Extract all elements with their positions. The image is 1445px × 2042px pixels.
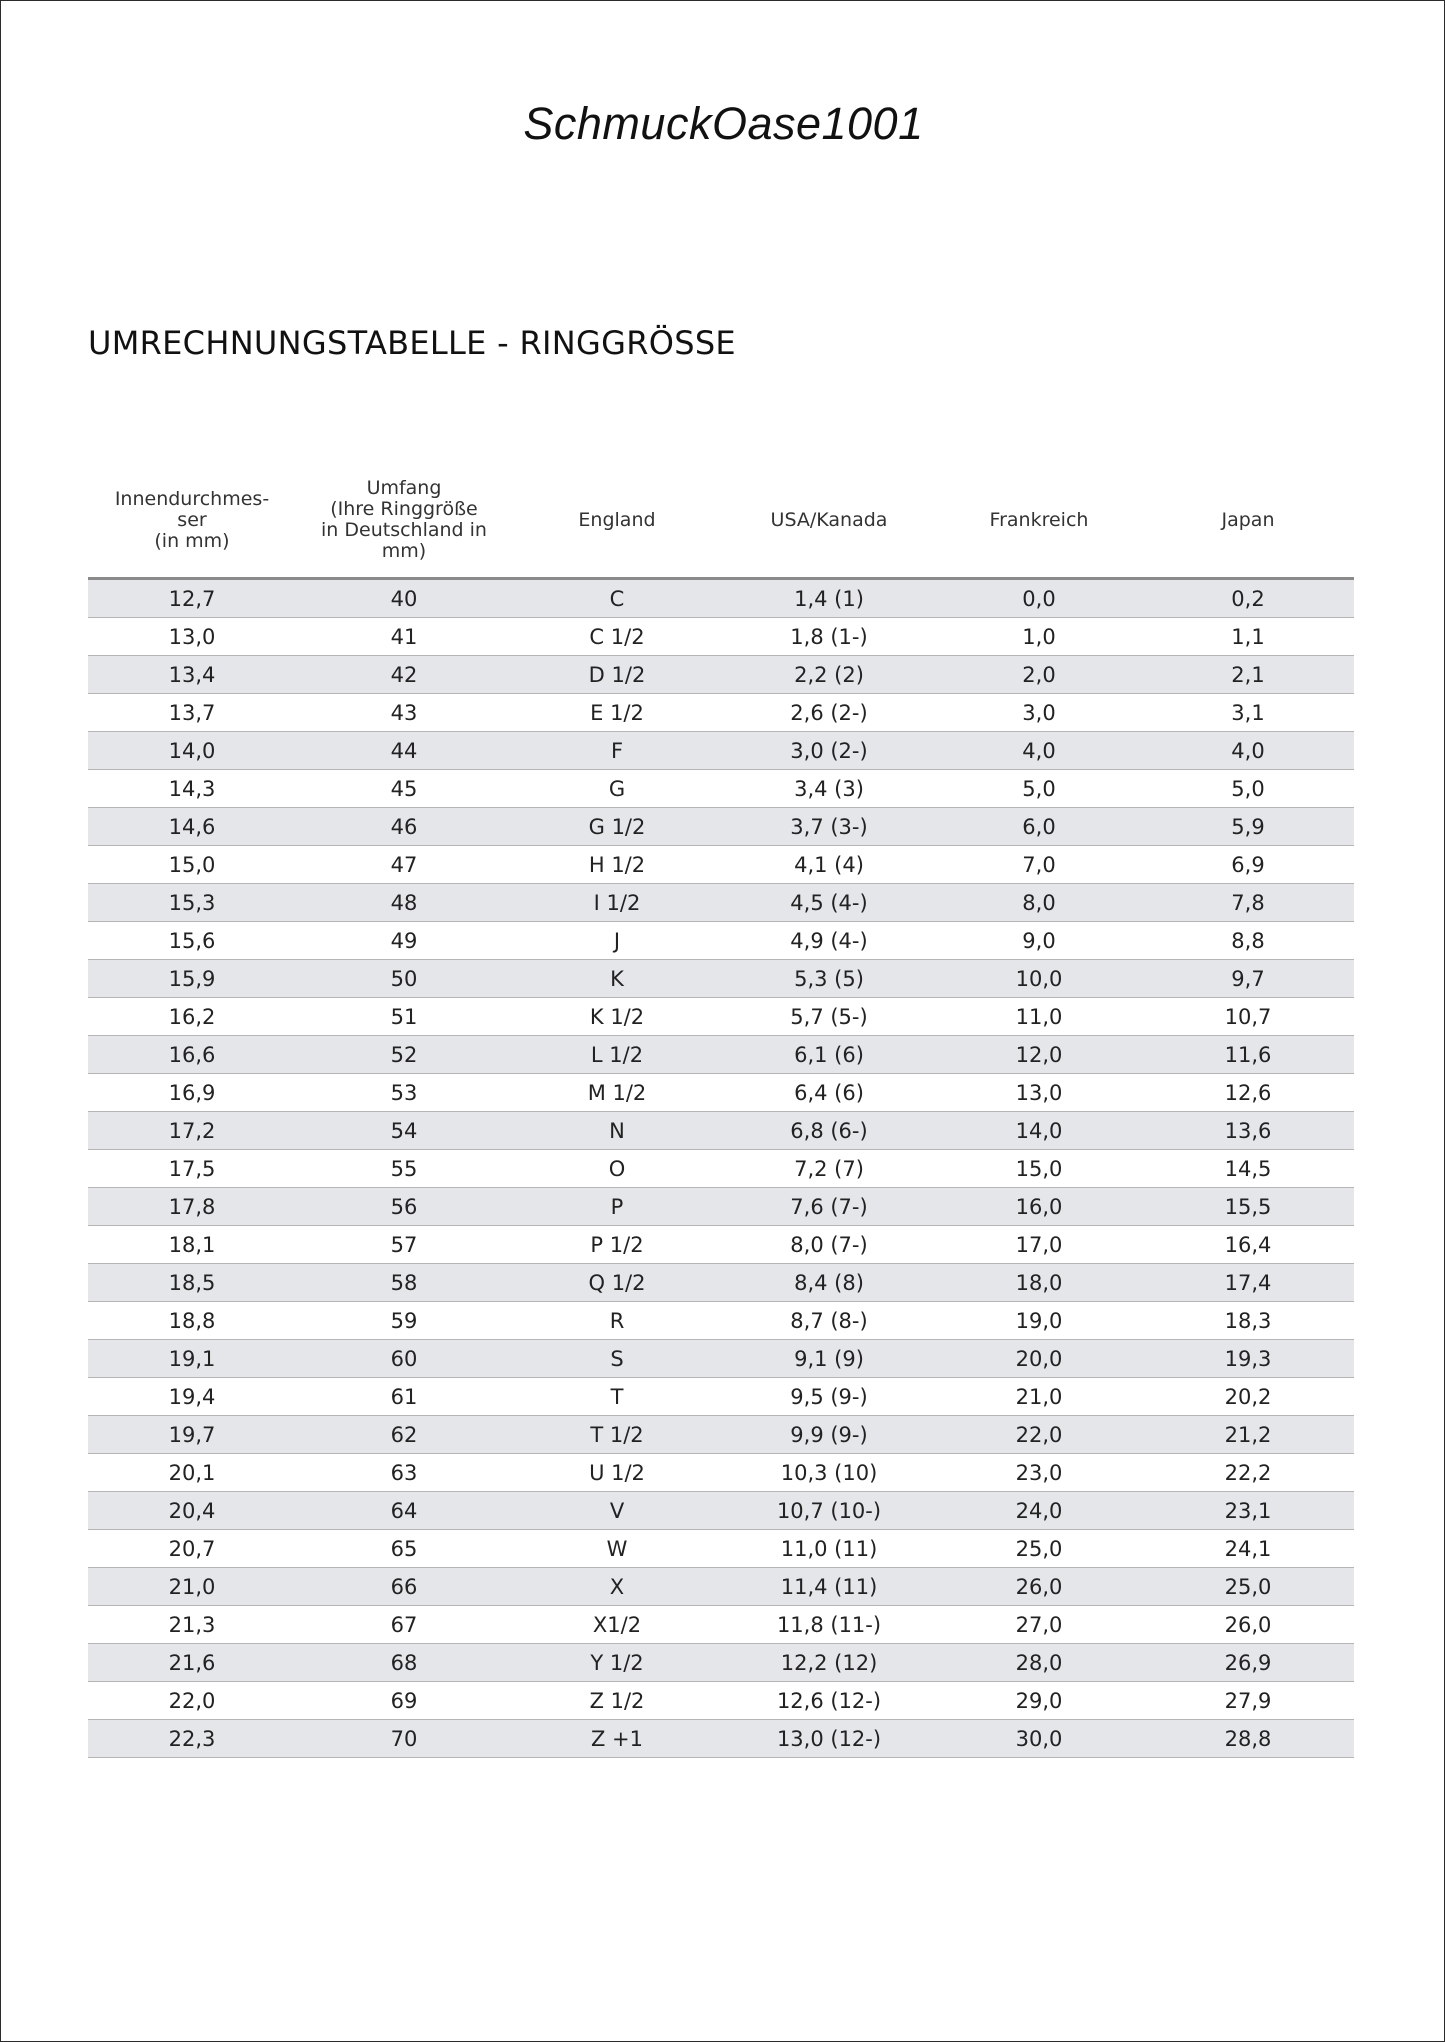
cell-frankreich: 13,0: [936, 1074, 1142, 1112]
cell-usa-kanada: 13,0 (12-): [722, 1720, 936, 1758]
cell-circumference: 45: [296, 770, 512, 808]
table-row: [88, 1492, 1354, 1530]
table-row: [88, 1378, 1354, 1416]
cell-usa-kanada: 11,0 (11): [722, 1530, 936, 1568]
cell-frankreich: 6,0: [936, 808, 1142, 846]
cell-england: K: [512, 960, 722, 998]
table-row: [88, 1416, 1354, 1454]
cell-circumference: 60: [296, 1340, 512, 1378]
cell-frankreich: 19,0: [936, 1302, 1142, 1340]
cell-england: O: [512, 1150, 722, 1188]
table-row: [88, 770, 1354, 808]
cell-japan: 13,6: [1142, 1112, 1354, 1150]
cell-inner-diameter: 13,0: [88, 618, 296, 656]
cell-usa-kanada: 6,4 (6): [722, 1074, 936, 1112]
table-row: [88, 1682, 1354, 1720]
cell-circumference: 44: [296, 732, 512, 770]
cell-circumference: 59: [296, 1302, 512, 1340]
cell-japan: 25,0: [1142, 1568, 1354, 1606]
cell-japan: 15,5: [1142, 1188, 1354, 1226]
cell-frankreich: 17,0: [936, 1226, 1142, 1264]
cell-inner-diameter: 13,7: [88, 694, 296, 732]
cell-frankreich: 22,0: [936, 1416, 1142, 1454]
cell-inner-diameter: 18,8: [88, 1302, 296, 1340]
cell-inner-diameter: 22,0: [88, 1682, 296, 1720]
cell-frankreich: 3,0: [936, 694, 1142, 732]
cell-england: D 1/2: [512, 656, 722, 694]
cell-japan: 23,1: [1142, 1492, 1354, 1530]
cell-england: P: [512, 1188, 722, 1226]
cell-usa-kanada: 6,1 (6): [722, 1036, 936, 1074]
cell-usa-kanada: 8,4 (8): [722, 1264, 936, 1302]
cell-england: N: [512, 1112, 722, 1150]
ring-size-table: [88, 463, 1354, 1758]
cell-inner-diameter: 19,1: [88, 1340, 296, 1378]
cell-usa-kanada: 1,4 (1): [722, 579, 936, 618]
cell-circumference: 68: [296, 1644, 512, 1682]
table-row: [88, 1112, 1354, 1150]
cell-usa-kanada: 12,2 (12): [722, 1644, 936, 1682]
cell-circumference: 49: [296, 922, 512, 960]
cell-england: C: [512, 579, 722, 618]
cell-frankreich: 5,0: [936, 770, 1142, 808]
cell-frankreich: 2,0: [936, 656, 1142, 694]
cell-japan: 26,9: [1142, 1644, 1354, 1682]
cell-usa-kanada: 3,0 (2-): [722, 732, 936, 770]
cell-frankreich: 1,0: [936, 618, 1142, 656]
cell-usa-kanada: 11,8 (11-): [722, 1606, 936, 1644]
cell-circumference: 53: [296, 1074, 512, 1112]
table-row: [88, 618, 1354, 656]
cell-usa-kanada: 4,9 (4-): [722, 922, 936, 960]
cell-inner-diameter: 18,5: [88, 1264, 296, 1302]
cell-japan: 7,8: [1142, 884, 1354, 922]
table-row: [88, 694, 1354, 732]
cell-inner-diameter: 12,7: [88, 579, 296, 618]
cell-frankreich: 16,0: [936, 1188, 1142, 1226]
cell-inner-diameter: 16,6: [88, 1036, 296, 1074]
cell-england: G 1/2: [512, 808, 722, 846]
cell-frankreich: 14,0: [936, 1112, 1142, 1150]
cell-frankreich: 15,0: [936, 1150, 1142, 1188]
cell-inner-diameter: 21,6: [88, 1644, 296, 1682]
cell-england: P 1/2: [512, 1226, 722, 1264]
header-frankreich: Frankreich: [936, 463, 1142, 579]
cell-japan: 19,3: [1142, 1340, 1354, 1378]
cell-usa-kanada: 1,8 (1-): [722, 618, 936, 656]
header-england: England: [512, 463, 722, 579]
cell-usa-kanada: 2,6 (2-): [722, 694, 936, 732]
cell-england: Y 1/2: [512, 1644, 722, 1682]
cell-inner-diameter: 14,6: [88, 808, 296, 846]
cell-inner-diameter: 22,3: [88, 1720, 296, 1758]
cell-england: R: [512, 1302, 722, 1340]
cell-circumference: 67: [296, 1606, 512, 1644]
cell-england: T 1/2: [512, 1416, 722, 1454]
cell-japan: 5,0: [1142, 770, 1354, 808]
cell-japan: 0,2: [1142, 579, 1354, 618]
header-usa-kanada: USA/Kanada: [722, 463, 936, 579]
cell-usa-kanada: 9,9 (9-): [722, 1416, 936, 1454]
cell-frankreich: 4,0: [936, 732, 1142, 770]
cell-england: C 1/2: [512, 618, 722, 656]
cell-circumference: 51: [296, 998, 512, 1036]
cell-england: Q 1/2: [512, 1264, 722, 1302]
header-japan: Japan: [1142, 463, 1354, 579]
cell-usa-kanada: 4,1 (4): [722, 846, 936, 884]
cell-circumference: 54: [296, 1112, 512, 1150]
cell-frankreich: 18,0: [936, 1264, 1142, 1302]
cell-england: M 1/2: [512, 1074, 722, 1112]
cell-usa-kanada: 2,2 (2): [722, 656, 936, 694]
cell-inner-diameter: 20,7: [88, 1530, 296, 1568]
table-row: [88, 1150, 1354, 1188]
cell-circumference: 66: [296, 1568, 512, 1606]
table-row: [88, 1606, 1354, 1644]
cell-inner-diameter: 21,0: [88, 1568, 296, 1606]
cell-circumference: 70: [296, 1720, 512, 1758]
cell-circumference: 57: [296, 1226, 512, 1264]
cell-england: U 1/2: [512, 1454, 722, 1492]
cell-inner-diameter: 17,5: [88, 1150, 296, 1188]
cell-circumference: 65: [296, 1530, 512, 1568]
cell-japan: 8,8: [1142, 922, 1354, 960]
cell-japan: 16,4: [1142, 1226, 1354, 1264]
cell-england: S: [512, 1340, 722, 1378]
cell-frankreich: 27,0: [936, 1606, 1142, 1644]
cell-japan: 5,9: [1142, 808, 1354, 846]
header-inner-diameter: Innendurchmes- ser (in mm): [88, 463, 296, 579]
table-row: [88, 1074, 1354, 1112]
cell-circumference: 69: [296, 1682, 512, 1720]
brand-title: SchmuckOase1001: [523, 98, 924, 149]
cell-japan: 11,6: [1142, 1036, 1354, 1074]
table-row: [88, 846, 1354, 884]
cell-inner-diameter: 19,4: [88, 1378, 296, 1416]
table-row: [88, 1454, 1354, 1492]
cell-japan: 14,5: [1142, 1150, 1354, 1188]
table-row: [88, 656, 1354, 694]
cell-circumference: 50: [296, 960, 512, 998]
cell-england: L 1/2: [512, 1036, 722, 1074]
cell-frankreich: 11,0: [936, 998, 1142, 1036]
cell-england: J: [512, 922, 722, 960]
table-row: [88, 1264, 1354, 1302]
cell-circumference: 46: [296, 808, 512, 846]
table-row: [88, 884, 1354, 922]
cell-england: T: [512, 1378, 722, 1416]
cell-england: W: [512, 1530, 722, 1568]
cell-england: X1/2: [512, 1606, 722, 1644]
cell-england: V: [512, 1492, 722, 1530]
cell-inner-diameter: 20,4: [88, 1492, 296, 1530]
cell-inner-diameter: 14,0: [88, 732, 296, 770]
cell-circumference: 41: [296, 618, 512, 656]
cell-inner-diameter: 16,2: [88, 998, 296, 1036]
cell-circumference: 47: [296, 846, 512, 884]
cell-japan: 1,1: [1142, 618, 1354, 656]
cell-frankreich: 26,0: [936, 1568, 1142, 1606]
table-row: [88, 1530, 1354, 1568]
table-row: [88, 1226, 1354, 1264]
cell-frankreich: 10,0: [936, 960, 1142, 998]
cell-inner-diameter: 15,9: [88, 960, 296, 998]
cell-usa-kanada: 10,3 (10): [722, 1454, 936, 1492]
cell-japan: 12,6: [1142, 1074, 1354, 1112]
cell-japan: 17,4: [1142, 1264, 1354, 1302]
table-row: [88, 808, 1354, 846]
cell-frankreich: 24,0: [936, 1492, 1142, 1530]
cell-usa-kanada: 6,8 (6-): [722, 1112, 936, 1150]
table-row: [88, 1188, 1354, 1226]
cell-frankreich: 12,0: [936, 1036, 1142, 1074]
cell-circumference: 55: [296, 1150, 512, 1188]
table-row: [88, 960, 1354, 998]
cell-inner-diameter: 20,1: [88, 1454, 296, 1492]
cell-england: X: [512, 1568, 722, 1606]
cell-japan: 6,9: [1142, 846, 1354, 884]
cell-japan: 27,9: [1142, 1682, 1354, 1720]
cell-frankreich: 8,0: [936, 884, 1142, 922]
cell-england: H 1/2: [512, 846, 722, 884]
table-header-row: [88, 463, 1354, 579]
table-row: [88, 732, 1354, 770]
cell-frankreich: 28,0: [936, 1644, 1142, 1682]
cell-england: G: [512, 770, 722, 808]
cell-japan: 9,7: [1142, 960, 1354, 998]
table-row: [88, 1302, 1354, 1340]
cell-japan: 22,2: [1142, 1454, 1354, 1492]
table-row: [88, 1644, 1354, 1682]
cell-england: Z 1/2: [512, 1682, 722, 1720]
cell-inner-diameter: 17,2: [88, 1112, 296, 1150]
cell-japan: 21,2: [1142, 1416, 1354, 1454]
cell-frankreich: 7,0: [936, 846, 1142, 884]
cell-usa-kanada: 7,6 (7-): [722, 1188, 936, 1226]
cell-frankreich: 29,0: [936, 1682, 1142, 1720]
cell-frankreich: 9,0: [936, 922, 1142, 960]
cell-inner-diameter: 14,3: [88, 770, 296, 808]
cell-japan: 20,2: [1142, 1378, 1354, 1416]
cell-usa-kanada: 4,5 (4-): [722, 884, 936, 922]
table-row: [88, 579, 1354, 618]
cell-frankreich: 0,0: [936, 579, 1142, 618]
cell-frankreich: 23,0: [936, 1454, 1142, 1492]
cell-england: E 1/2: [512, 694, 722, 732]
cell-japan: 26,0: [1142, 1606, 1354, 1644]
cell-england: I 1/2: [512, 884, 722, 922]
cell-japan: 2,1: [1142, 656, 1354, 694]
cell-inner-diameter: 15,6: [88, 922, 296, 960]
cell-japan: 18,3: [1142, 1302, 1354, 1340]
cell-circumference: 52: [296, 1036, 512, 1074]
cell-england: F: [512, 732, 722, 770]
cell-circumference: 43: [296, 694, 512, 732]
cell-circumference: 56: [296, 1188, 512, 1226]
cell-circumference: 64: [296, 1492, 512, 1530]
cell-usa-kanada: 9,1 (9): [722, 1340, 936, 1378]
cell-usa-kanada: 7,2 (7): [722, 1150, 936, 1188]
cell-frankreich: 20,0: [936, 1340, 1142, 1378]
cell-frankreich: 25,0: [936, 1530, 1142, 1568]
cell-inner-diameter: 17,8: [88, 1188, 296, 1226]
cell-circumference: 48: [296, 884, 512, 922]
page-title: UMRECHNUNGSTABELLE - RINGGRÖSSE: [88, 324, 736, 362]
cell-usa-kanada: 5,3 (5): [722, 960, 936, 998]
cell-circumference: 61: [296, 1378, 512, 1416]
table-row: [88, 1568, 1354, 1606]
cell-circumference: 63: [296, 1454, 512, 1492]
cell-inner-diameter: 15,3: [88, 884, 296, 922]
table-row: [88, 1720, 1354, 1758]
cell-usa-kanada: 3,4 (3): [722, 770, 936, 808]
cell-japan: 3,1: [1142, 694, 1354, 732]
cell-circumference: 42: [296, 656, 512, 694]
cell-circumference: 58: [296, 1264, 512, 1302]
cell-frankreich: 21,0: [936, 1378, 1142, 1416]
cell-usa-kanada: 12,6 (12-): [722, 1682, 936, 1720]
table-row: [88, 1036, 1354, 1074]
cell-usa-kanada: 9,5 (9-): [722, 1378, 936, 1416]
cell-frankreich: 30,0: [936, 1720, 1142, 1758]
cell-inner-diameter: 16,9: [88, 1074, 296, 1112]
cell-inner-diameter: 19,7: [88, 1416, 296, 1454]
cell-japan: 10,7: [1142, 998, 1354, 1036]
cell-circumference: 40: [296, 579, 512, 618]
cell-inner-diameter: 21,3: [88, 1606, 296, 1644]
cell-england: K 1/2: [512, 998, 722, 1036]
cell-inner-diameter: 13,4: [88, 656, 296, 694]
cell-japan: 24,1: [1142, 1530, 1354, 1568]
cell-circumference: 62: [296, 1416, 512, 1454]
cell-japan: 28,8: [1142, 1720, 1354, 1758]
cell-usa-kanada: 3,7 (3-): [722, 808, 936, 846]
cell-inner-diameter: 18,1: [88, 1226, 296, 1264]
table-row: [88, 998, 1354, 1036]
cell-england: Z +1: [512, 1720, 722, 1758]
cell-usa-kanada: 8,0 (7-): [722, 1226, 936, 1264]
table-row: [88, 1340, 1354, 1378]
table-body: [88, 579, 1354, 1758]
cell-inner-diameter: 15,0: [88, 846, 296, 884]
cell-usa-kanada: 11,4 (11): [722, 1568, 936, 1606]
table-row: [88, 922, 1354, 960]
cell-japan: 4,0: [1142, 732, 1354, 770]
header-circumference: Umfang (Ihre Ringgröße in Deutschland in mm): [296, 463, 512, 579]
cell-usa-kanada: 10,7 (10-): [722, 1492, 936, 1530]
cell-usa-kanada: 5,7 (5-): [722, 998, 936, 1036]
cell-usa-kanada: 8,7 (8-): [722, 1302, 936, 1340]
